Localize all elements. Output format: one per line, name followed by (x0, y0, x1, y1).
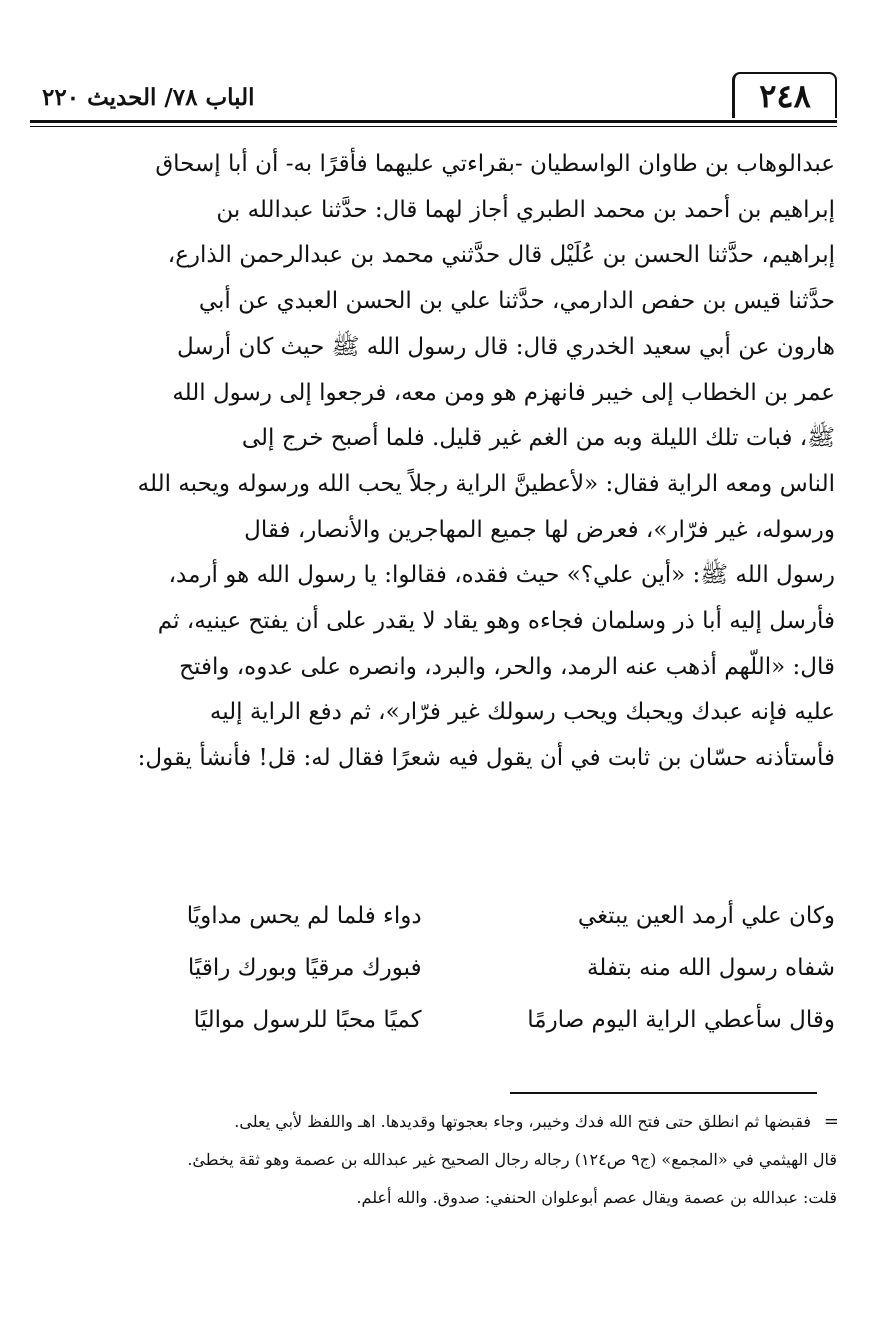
running-head: الباب ٧٨/ الحديث ٢٢٠ (42, 84, 255, 111)
body-line: إبراهيم، حدَّثنا الحسن بن عُلَيْل قال حدَّثني محمد بن عبدالرحمن الذارع، (167, 242, 835, 269)
body-line: فأستأذنه حسّان بن ثابت في أن يقول فيه شعرًا فقال له: قل! فأنشأ يقول: (137, 745, 835, 772)
poem-second-hemistich: كميًا محبًا للرسول مواليًا (193, 1007, 422, 1033)
body-line: حدَّثنا قيس بن حفص الدارمي، حدَّثنا علي بن الحسن العبدي عن أبي (198, 288, 835, 315)
poem-second-hemistich: دواء فلما لم يحس مداويًا (186, 903, 422, 929)
body-line: عمر بن الخطاب إلى خيبر فانهزم هو ومن معه، فرجعوا إلى رسول الله (172, 379, 835, 406)
footnote-text: فقبضها ثم انطلق حتى فتح الله فدك وخيبر، وجاء بعجوتها وقديدها. اهـ واللفظ لأبي يعلى. (234, 1112, 811, 1131)
body-line: عليه فإنه عبدك ويحبك ويحب رسولك غير فرّار»، ثم دفع الراية إليه (209, 699, 835, 726)
poem-first-hemistich: شفاه رسول الله منه بتفلة (586, 955, 835, 981)
body-line: رسول الله ﷺ: «أين علي؟» حيث فقده، فقالوا: يا رسول الله هو أرمد، (168, 562, 835, 589)
poem-verse (40, 994, 835, 1046)
footnote-text: قلت: عبدالله بن عصمة ويقال عصم أبوعلوان الحنفي: صدوق. والله أعلم. (356, 1188, 837, 1207)
body-line: عبدالوهاب بن طاوان الواسطيان -بقراءتي عليهما فأقرًا به- أن أبا إسحاق (155, 151, 835, 177)
body-text (40, 142, 835, 782)
body-line: ورسوله، غير فرّار»، فعرض لها جميع المهاجرين والأنصار، فقال (244, 516, 835, 543)
poem (40, 890, 835, 1046)
poem-second-hemistich: فبورك مرقيًا وبورك راقيًا (187, 955, 422, 981)
poem-verse (40, 942, 835, 994)
body-line: فأرسل إليه أبا ذر وسلمان فجاءه وهو يقاد لا يقدر على أن يفتح عينيه، ثم (157, 608, 835, 635)
body-line: الناس ومعه الراية فقال: «لأعطينَّ الراية رجلاً يحب الله ورسوله ويحبه الله (137, 470, 835, 497)
page-number: ٢٤٨ (732, 72, 837, 118)
poem-first-hemistich: وكان علي أرمد العين يبتغي (577, 903, 835, 929)
poem-verse (40, 890, 835, 942)
footnotes (40, 1108, 837, 1222)
header-rule-thick (30, 120, 837, 123)
page-header (30, 66, 837, 124)
footnote-continuation-marker: = (823, 1111, 839, 1132)
footnote-text: قال الهيثمي في «المجمع» (ج٩ ص١٢٤) رجاله رجال الصحيح غير عبدالله بن عصمة وهو ثقة يخطئ. (187, 1150, 837, 1169)
body-line: ﷺ، فبات تلك الليلة وبه من الغم غير قليل. فلما أصبح خرج إلى (241, 425, 835, 452)
body-line: هارون عن أبي سعيد الخدري قال: قال رسول الله ﷺ حيث كان أرسل (176, 333, 835, 360)
header-rule-thin (30, 126, 837, 127)
body-line: إبراهيم بن أحمد بن محمد الطبري أجاز لهما قال: حدَّثنا عبدالله بن (216, 196, 835, 223)
footnote-separator (510, 1092, 817, 1094)
poem-first-hemistich: وقال سأعطي الراية اليوم صارمًا (527, 1007, 835, 1033)
body-line: قال: «اللّهم أذهب عنه الرمد، والحر، والبرد، وانصره على عدوه، وافتح (179, 653, 835, 680)
